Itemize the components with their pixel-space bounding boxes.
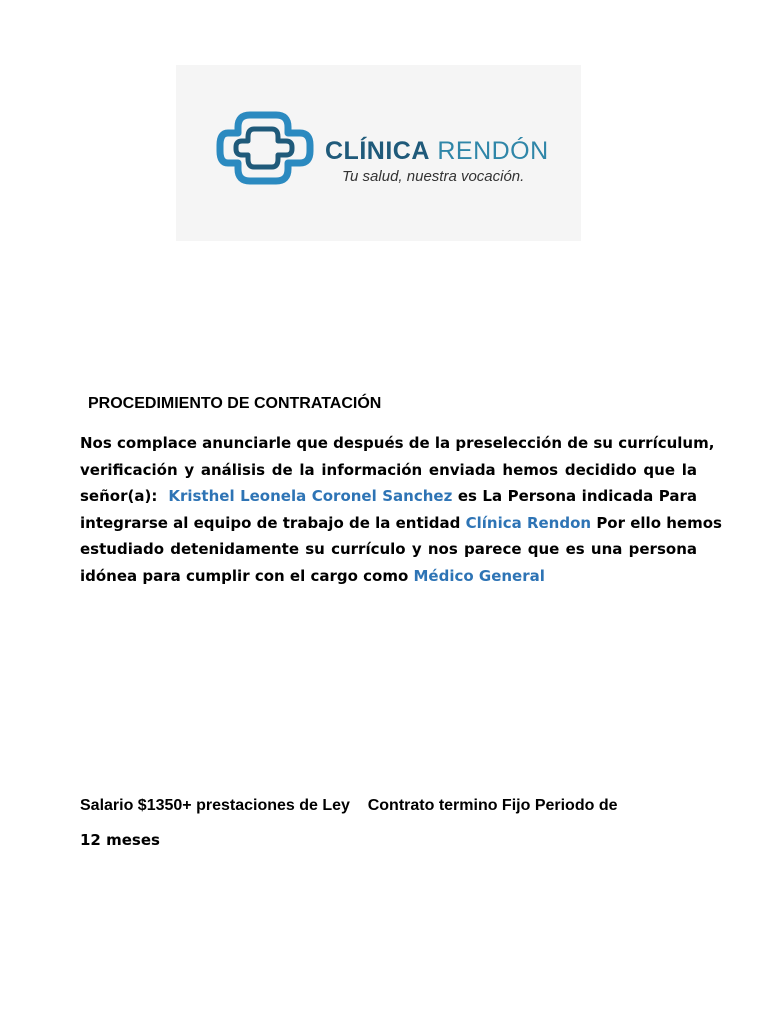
entity-name: Clínica Rendon [465, 513, 592, 532]
paragraph-line [80, 483, 697, 510]
salutation: señor(a): [80, 487, 158, 506]
candidate-name: Kristhel Leonela Coronel Sanchez [168, 487, 453, 506]
paragraph-line: estudiado detenidamente su currículo y nos parece que es una persona [80, 540, 697, 559]
paragraph-line [80, 563, 697, 590]
paragraph-line [80, 510, 722, 537]
contract-duration: 12 meses [80, 831, 160, 849]
paragraph-text: idónea para cumplir con el cargo como [80, 566, 409, 585]
paragraph-text: integrarse al equipo de trabajo de la entidad [80, 513, 461, 532]
brand-second-word: RENDÓN [437, 137, 549, 165]
cross-logo-icon [216, 107, 314, 189]
paragraph-line: verificación y análisis de la información enviada hemos decidido que la [80, 460, 697, 479]
paragraph-text: es La Persona indicada Para [457, 487, 697, 506]
paragraph-text: Por ello hemos [596, 513, 722, 532]
clinic-tagline: Tu salud, nuestra vocación. [342, 168, 525, 185]
job-position: Médico General [413, 566, 545, 585]
salary-line: Salario $1350+ prestaciones de Ley Contrato termino Fijo Periodo de [80, 797, 618, 814]
clinic-logo [176, 65, 581, 241]
hiring-paragraph [80, 430, 722, 590]
clinic-brand-name [325, 137, 549, 166]
brand-first-word: CLÍNICA [325, 137, 430, 165]
paragraph-line: Nos complace anunciarle que después de la preselección de su currículum, [80, 434, 715, 452]
document-heading: PROCEDIMIENTO DE CONTRATACIÓN [88, 395, 382, 412]
